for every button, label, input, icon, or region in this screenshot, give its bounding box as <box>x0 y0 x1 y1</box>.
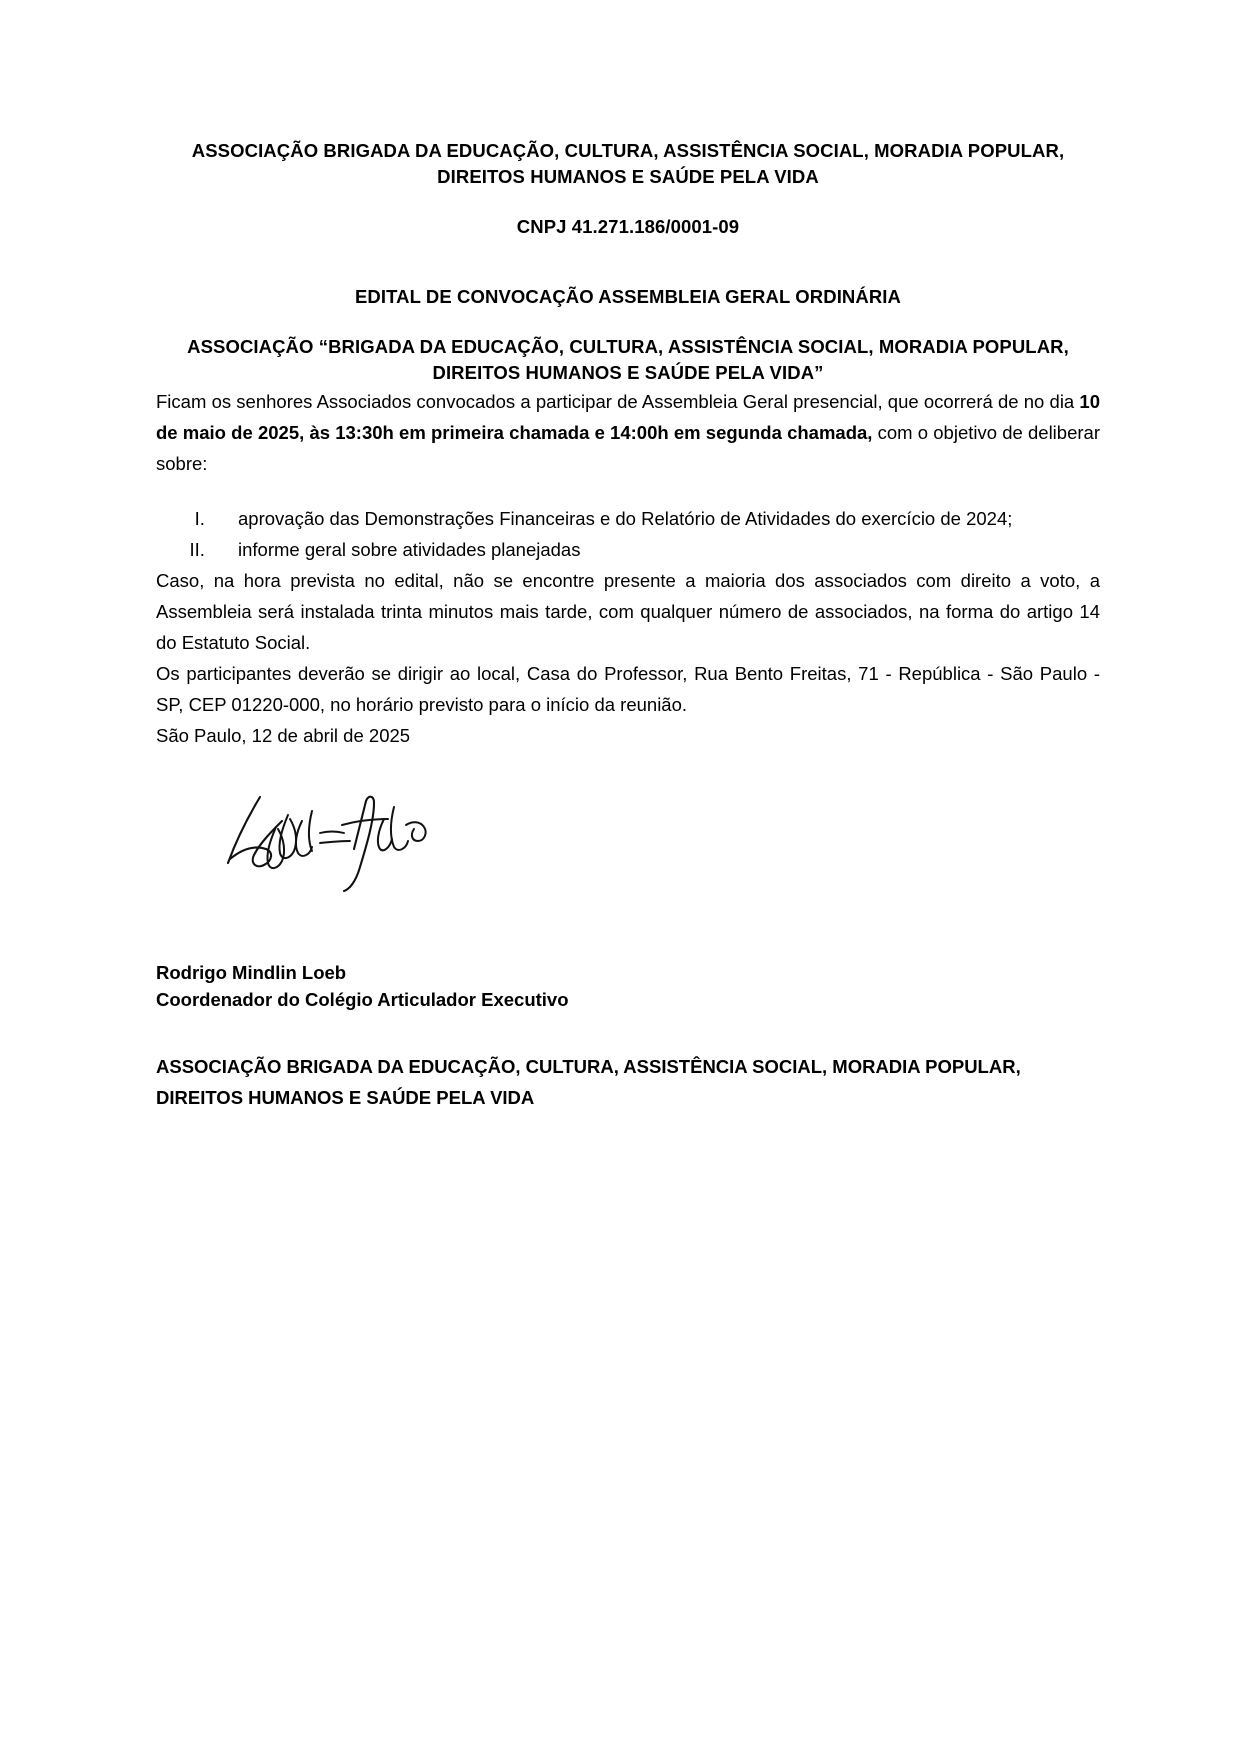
intro-text-part2: com o objetivo de deliberar sobre: <box>156 422 1100 474</box>
intro-text-part1: Ficam os senhores Associados convocados a participar de Assembleia Geral presencial, que ocorrerá de no dia <box>156 391 1080 412</box>
list-item: I. aprovação das Demonstrações Financeiras e do Relatório de Atividades do exercício de 2024; <box>210 503 1100 534</box>
handwritten-signature-icon <box>216 791 476 911</box>
location-paragraph: Os participantes deverão se dirigir ao local, Casa do Professor, Rua Bento Freitas, 71 - República - São Paulo - SP, CEP 01220-000, no horário previsto para o início da reunião. <box>156 663 1100 715</box>
intro-paragraph <box>156 386 1100 479</box>
footer-organization: ASSOCIAÇÃO BRIGADA DA EDUCAÇÃO, CULTURA, ASSISTÊNCIA SOCIAL, MORADIA POPULAR, DIREITOS HUMANOS E SAÚDE PELA VIDA <box>156 1056 1021 1108</box>
intro-datetime-bold: 10 de maio de 2025, às 13:30h em primeira chamada e 14:00h em segunda chamada, <box>156 391 1100 443</box>
organization-title: ASSOCIAÇÃO BRIGADA DA EDUCAÇÃO, CULTURA, ASSISTÊNCIA SOCIAL, MORADIA POPULAR, DIREITOS HUMANOS E SAÚDE PELA VIDA <box>191 140 1065 187</box>
signature-block <box>156 791 1100 911</box>
list-item: II. informe geral sobre atividades planejadas <box>210 534 1100 565</box>
cnpj-line: CNPJ 41.271.186/0001-09 <box>516 216 740 237</box>
quorum-paragraph: Caso, na hora prevista no edital, não se encontre presente a maioria dos associados com direito a voto, a Assembleia será instalada trinta minutos mais tarde, com qualquer número de associados, na forma do artigo 14 do Estatuto Social. <box>156 570 1100 653</box>
document-content <box>156 138 1100 1113</box>
notice-title: EDITAL DE CONVOCAÇÃO ASSEMBLEIA GERAL ORDINÁRIA <box>354 286 902 307</box>
date-line: São Paulo, 12 de abril de 2025 <box>156 725 411 746</box>
deliberations-list <box>156 503 1100 565</box>
association-quoted-title: ASSOCIAÇÃO “BRIGADA DA EDUCAÇÃO, CULTURA, ASSISTÊNCIA SOCIAL, MORADIA POPULAR, DIREITOS HUMANOS E SAÚDE PELA VIDA” <box>187 336 1069 383</box>
signer-name: Rodrigo Mindlin Loeb <box>156 962 347 983</box>
signer-role: Coordenador do Colégio Articulador Executivo <box>156 989 569 1010</box>
